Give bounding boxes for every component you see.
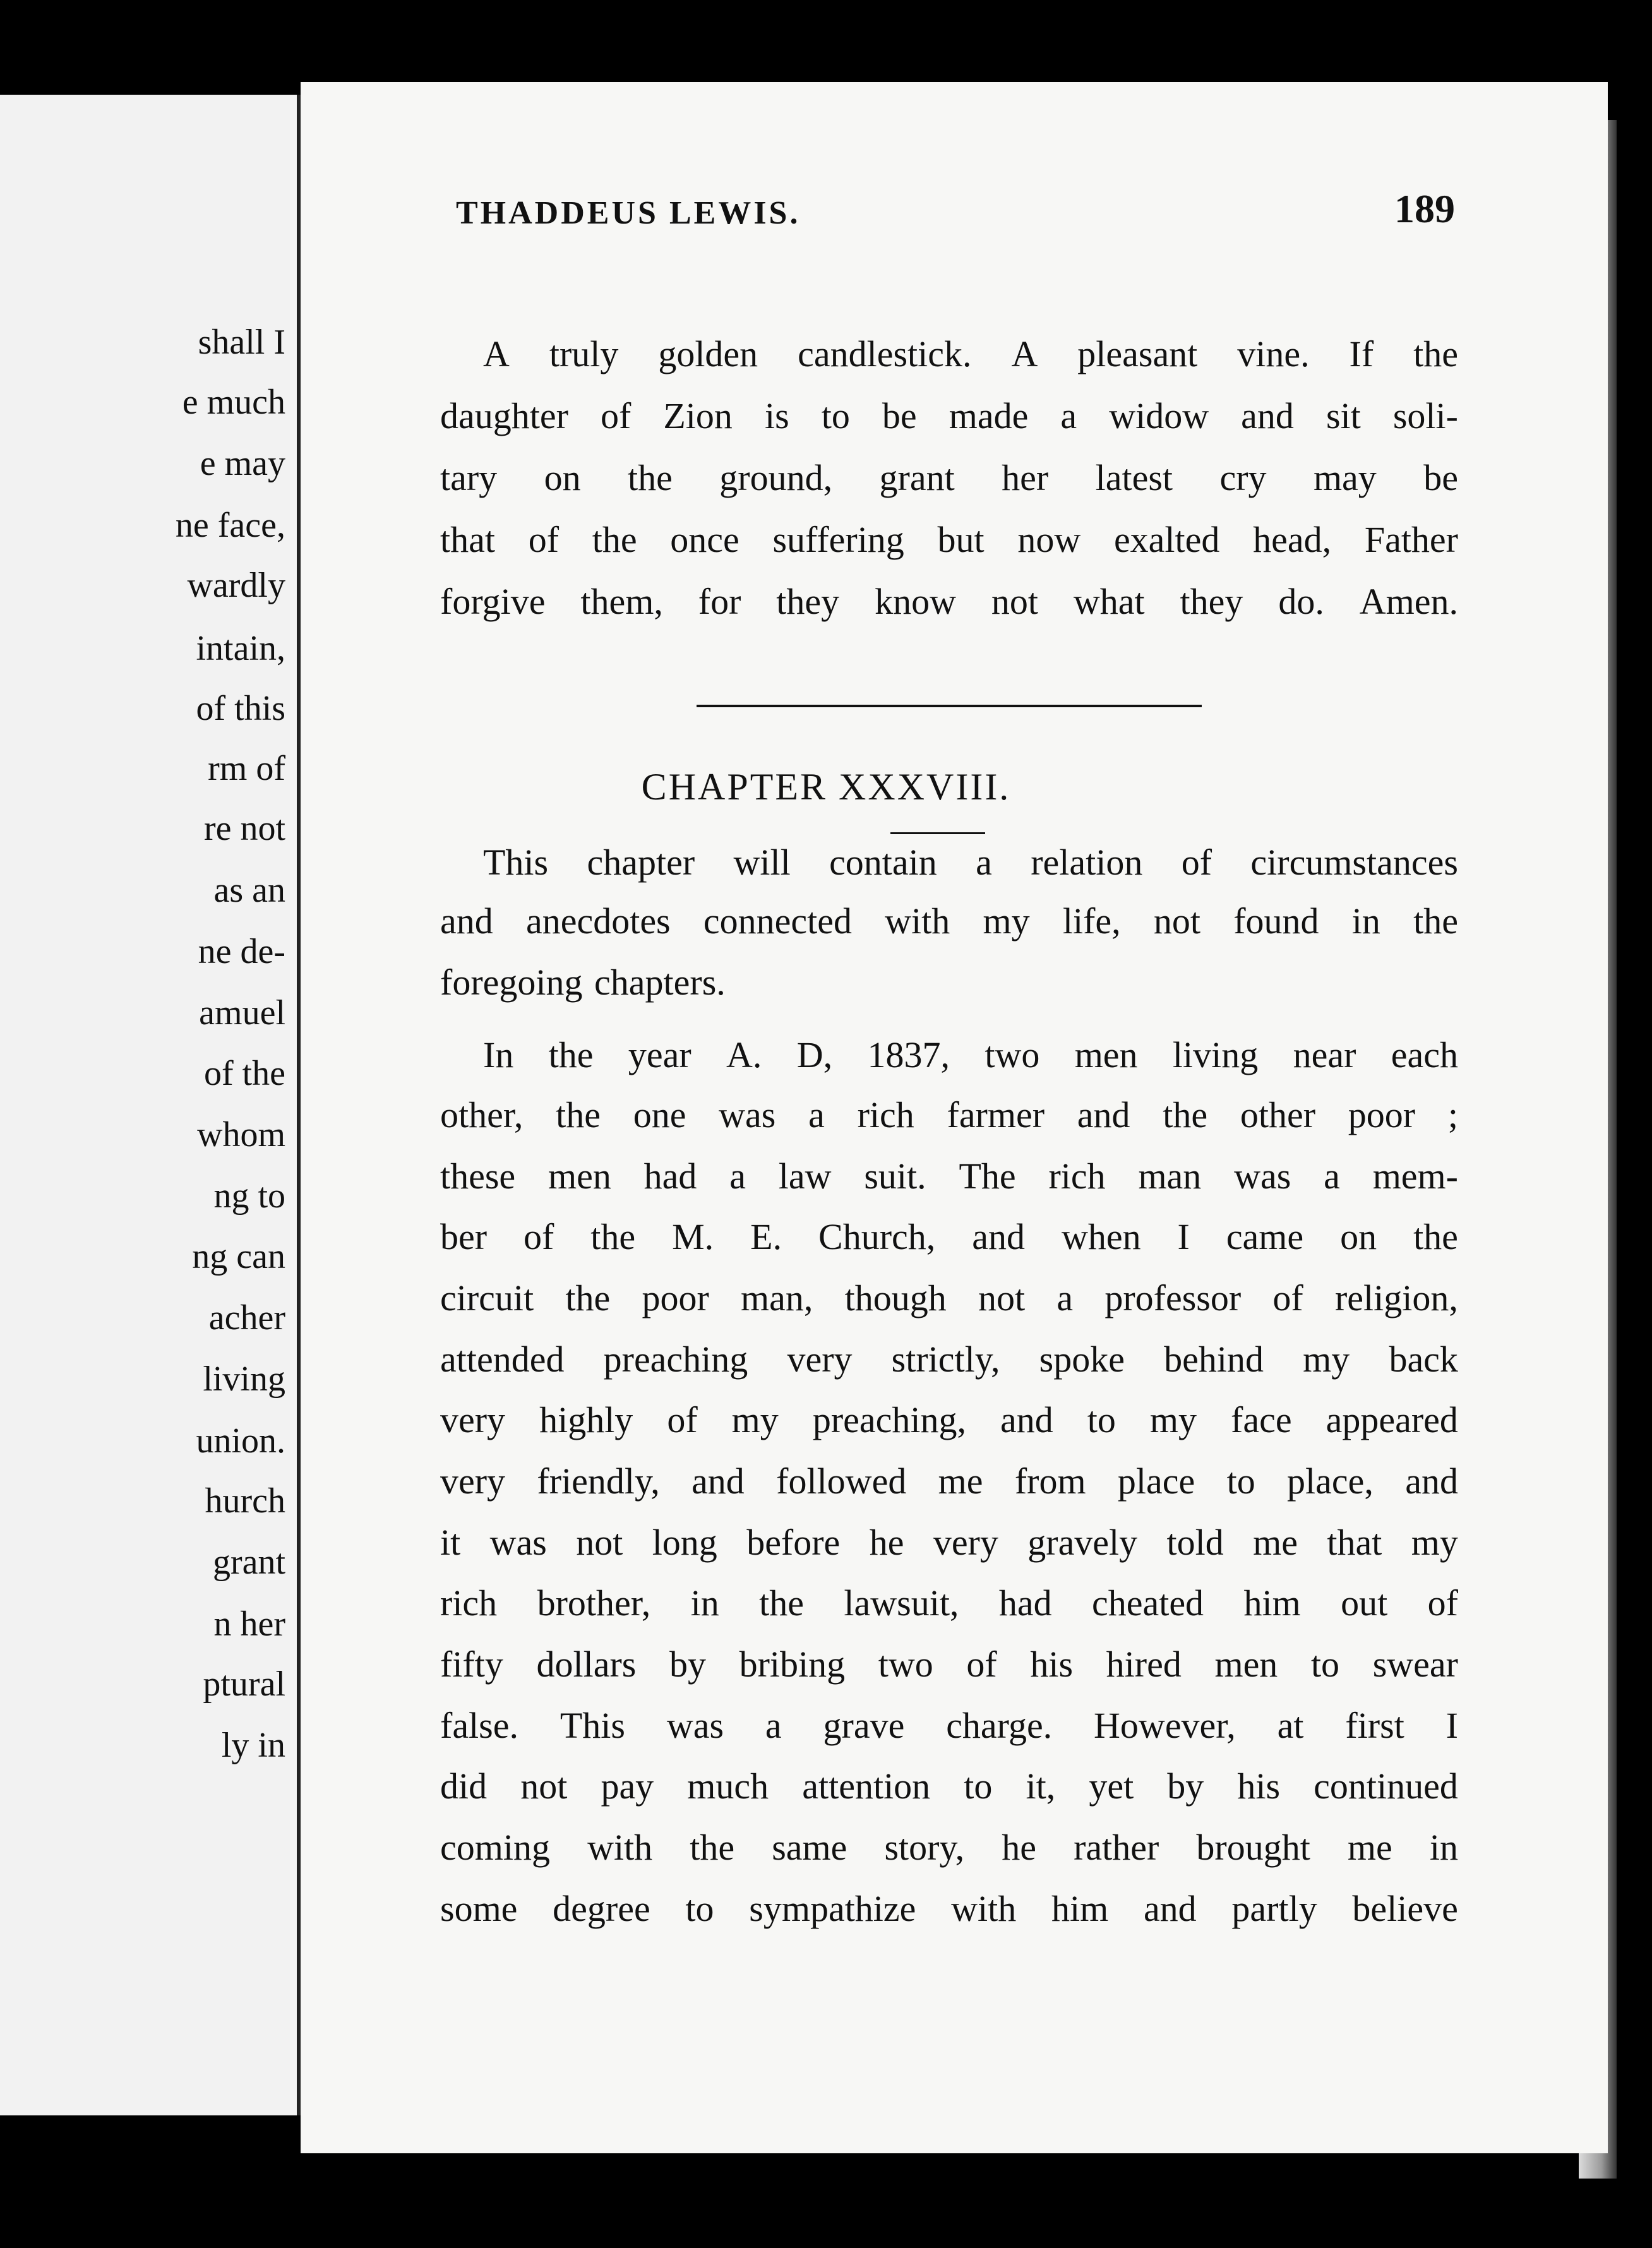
left-page-line: ne face, — [175, 506, 285, 545]
left-page-line: amuel — [199, 993, 285, 1032]
previous-page-fragment — [0, 95, 301, 2115]
left-page-line: rm of — [208, 749, 285, 788]
text-line: attended preaching very strictly, spoke behind my back — [440, 1339, 1458, 1380]
text-line: some degree to sympathize with him and partly believe — [440, 1888, 1458, 1929]
left-page-line: shall I — [198, 323, 285, 362]
chapter-title: CHAPTER XXXVIII. — [641, 766, 1011, 808]
left-page-line: ne de- — [198, 932, 285, 971]
left-page-line: of this — [196, 689, 285, 728]
text-line: did not pay much attention to it, yet by his continued — [440, 1766, 1458, 1807]
text-line: daughter of Zion is to be made a widow and sit soli- — [440, 395, 1458, 436]
left-page-line: ly in — [221, 1726, 285, 1765]
section-divider-rule — [697, 705, 1202, 707]
text-line: and anecdotes connected with my life, not found in the — [440, 900, 1458, 942]
left-page-line: ptural — [203, 1665, 285, 1704]
text-line: it was not long before he very gravely told me that my — [440, 1522, 1458, 1563]
left-page-line: whom — [197, 1115, 285, 1154]
text-line: very friendly, and followed me from place to place, and — [440, 1461, 1458, 1502]
running-head: THADDEUS LEWIS. — [456, 195, 801, 231]
left-page-line: re not — [203, 809, 285, 848]
left-page-line: grant — [212, 1543, 285, 1582]
text-line: very highly of my preaching, and to my face appeared — [440, 1399, 1458, 1440]
chapter-title-rule — [890, 832, 985, 834]
text-line: ber of the M. E. Church, and when I came on the — [440, 1216, 1458, 1257]
text-line: coming with the same story, he rather brought me in — [440, 1827, 1458, 1868]
left-page-line: wardly — [187, 566, 285, 605]
text-line: In the year A. D, 1837, two men living near each — [483, 1034, 1458, 1075]
left-page-line: ng can — [192, 1237, 285, 1276]
left-page-line: of the — [203, 1054, 285, 1093]
left-page-line: as an — [213, 871, 285, 910]
text-line: these men had a law suit. The rich man was a mem- — [440, 1156, 1458, 1197]
text-line: false. This was a grave charge. However, at first I — [440, 1705, 1458, 1746]
text-line: tary on the ground, grant her latest cry may be — [440, 457, 1458, 498]
left-page-line: e much — [182, 383, 285, 422]
text-line: A truly golden candlestick. A pleasant vine. If the — [483, 333, 1458, 374]
text-line: circuit the poor man, though not a professor of religion, — [440, 1277, 1458, 1318]
text-line: foregoing chapters. — [440, 962, 726, 1003]
text-line: rich brother, in the lawsuit, had cheated him out of — [440, 1582, 1458, 1623]
left-page-line: living — [203, 1360, 285, 1399]
text-line: forgive them, for they know not what they do. Amen. — [440, 581, 1458, 622]
page-number: 189 — [1394, 186, 1455, 231]
left-page-line: n her — [213, 1605, 285, 1644]
left-page-line: union. — [196, 1421, 285, 1461]
text-line: This chapter will contain a relation of circumstances — [483, 842, 1458, 883]
text-line: that of the once suffering but now exalted head, Father — [440, 519, 1458, 560]
text-line: fifty dollars by bribing two of his hired men to swear — [440, 1644, 1458, 1685]
left-page-line: acher — [208, 1298, 285, 1337]
left-page-line: ng to — [213, 1176, 285, 1216]
left-page-line: e may — [200, 444, 285, 483]
text-line: other, the one was a rich farmer and the other poor ; — [440, 1094, 1458, 1135]
left-page-line: hurch — [205, 1481, 285, 1521]
left-page-line: intain, — [196, 629, 285, 668]
